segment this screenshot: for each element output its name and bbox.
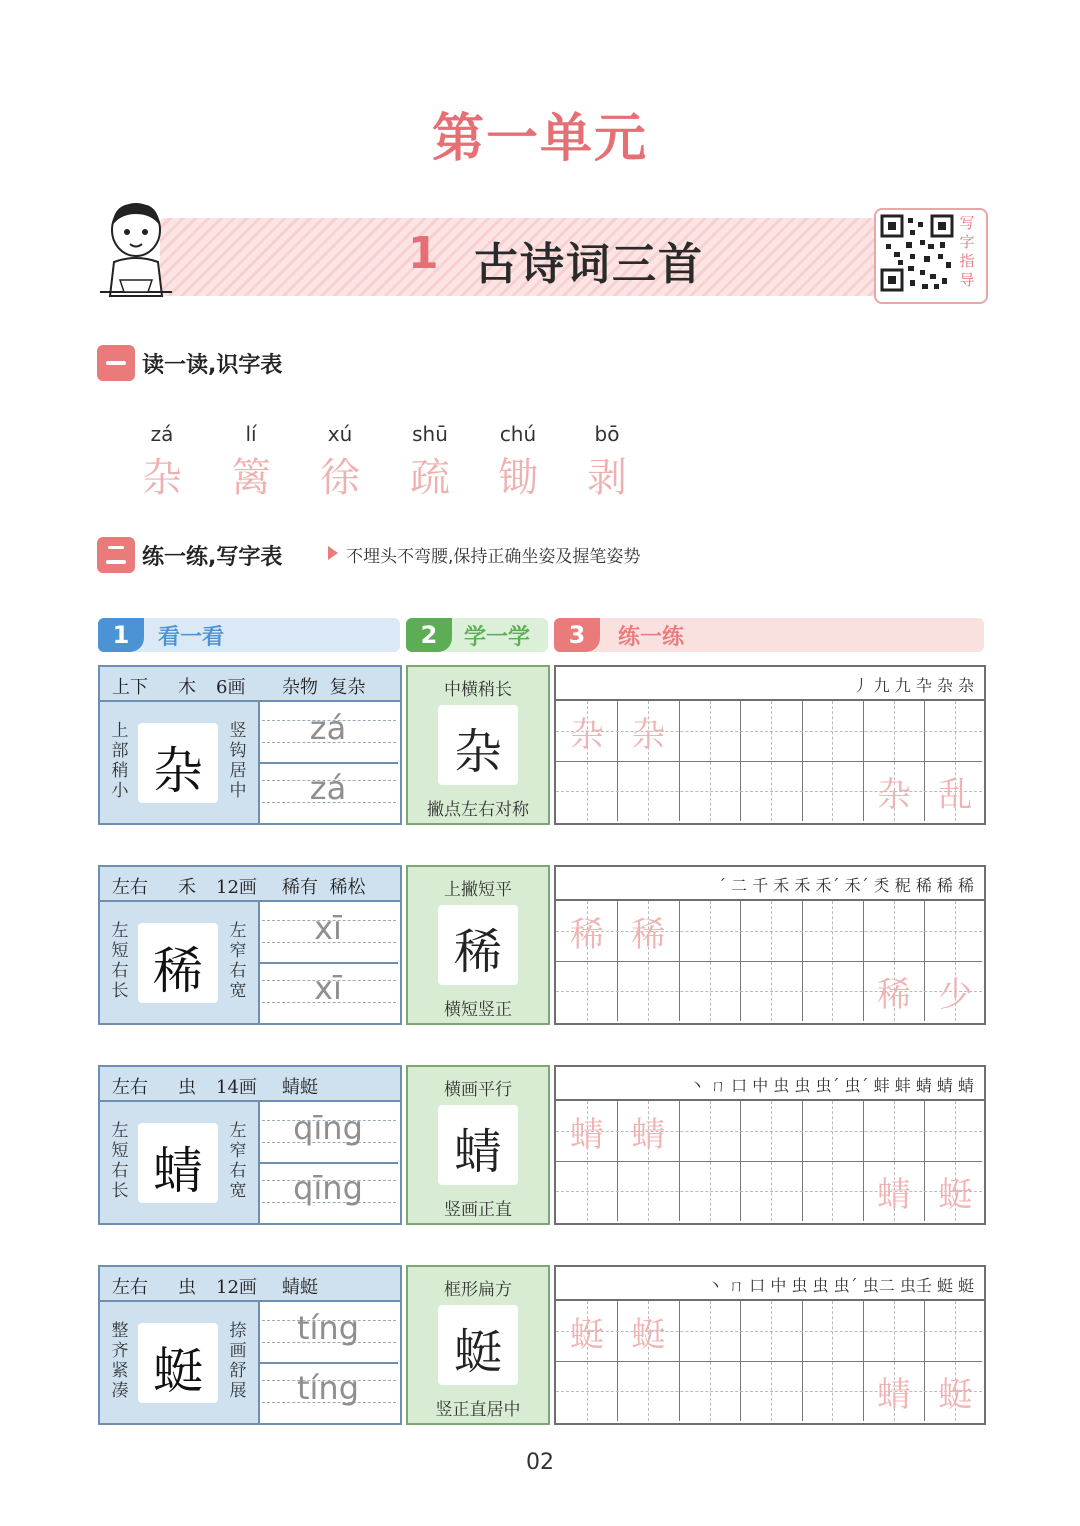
trace-character: 杂 [631, 715, 666, 755]
grid-row-line [556, 1161, 982, 1162]
learn-top-tip: 框形扁方 [444, 1280, 512, 1300]
trace-character: 杂 [877, 775, 911, 815]
main-character: 稀 [153, 942, 203, 1000]
learn-character: 蜻 [453, 1124, 502, 1180]
main-character: 蜓 [153, 1342, 203, 1400]
learn-bottom-tip: 撇点左右对称 [427, 800, 529, 820]
read-character: 疏 [410, 455, 450, 501]
look-strokes-count: 14画 [216, 1077, 257, 1098]
grid-row-line [556, 761, 982, 762]
read-character: 剥 [587, 455, 627, 501]
trace-character: 蜓 [938, 1375, 973, 1415]
learn-character: 杂 [453, 724, 502, 780]
tab-learn-label: 学一学 [464, 625, 531, 650]
trace-character: 蜻 [570, 1115, 604, 1155]
pinyin-line-1: zá [309, 709, 347, 747]
main-character: 蜻 [153, 1142, 203, 1200]
stroke-order: 丿 九 九 卆 杂 杂 [852, 676, 974, 695]
learn-bottom-tip: 竖正直居中 [435, 1400, 521, 1420]
trace-character: 杂 [570, 715, 604, 755]
look-structure: 左右 [112, 1077, 148, 1098]
pinyin-divider [260, 962, 398, 964]
section-two-badge [97, 537, 135, 573]
right-tip: 左窄右宽 [229, 1121, 247, 1201]
read-character: 杂 [142, 455, 182, 501]
read-character: 徐 [320, 455, 360, 501]
trace-character: 蜻 [877, 1375, 911, 1415]
section-one-badge [97, 345, 135, 381]
trace-character: 乱 [938, 775, 973, 815]
tab-learn-number: 2 [406, 618, 452, 652]
left-tip: 左短右长 [111, 1121, 129, 1201]
trace-character: 蜓 [938, 1175, 973, 1215]
tab-look-number: 1 [98, 618, 144, 652]
pinyin-line-2: qīng [293, 1169, 363, 1207]
stroke-order: 丶 ㄇ 口 中 虫 虫 虫ˊ 虫二 虫壬 蜓 蜓 [707, 1276, 974, 1295]
pinyin-line-2: tíng [296, 1369, 360, 1407]
page-number: 02 [526, 1450, 554, 1475]
right-tip: 竖钩居中 [229, 721, 247, 801]
stroke-order: ˊ 二 千 禾 禾 禾ˊ 禾ˊ 秂 秜 稀 稀 稀 [718, 876, 974, 895]
qr-code-icon[interactable] [880, 214, 954, 292]
learn-character: 蜓 [453, 1324, 502, 1380]
pinyin-divider [260, 1362, 398, 1364]
learn-character: 稀 [453, 924, 502, 980]
read-pinyin: lí [245, 422, 257, 446]
tab-practice-number: 3 [554, 618, 600, 652]
look-words: 蜻蜓 [282, 1077, 318, 1098]
lesson-number: 1 [408, 228, 439, 279]
look-structure: 左右 [112, 877, 148, 898]
right-tip: 左窄右宽 [229, 921, 247, 1001]
look-radical: 虫 [178, 1077, 196, 1098]
look-radical: 禾 [178, 877, 196, 898]
qr-label: 写字指导 [959, 214, 975, 289]
look-words: 稀有 稀松 [282, 877, 366, 898]
posture-tip: 不埋头不弯腰,保持正确坐姿及握笔姿势 [346, 547, 641, 567]
section-one-title: 读一读,识字表 [142, 353, 283, 378]
pinyin-line-1: tíng [296, 1309, 360, 1347]
pinyin-line-1: xī [314, 909, 342, 947]
trace-character: 少 [938, 975, 973, 1015]
look-strokes-count: 6画 [216, 677, 246, 698]
trace-character: 稀 [877, 975, 911, 1015]
look-structure: 左右 [112, 1277, 148, 1298]
trace-character: 稀 [570, 915, 604, 955]
pinyin-line-2: xī [314, 969, 342, 1007]
learn-top-tip: 上撇短平 [444, 880, 512, 900]
read-pinyin: shū [412, 422, 448, 446]
tab-look-label: 看一看 [158, 625, 225, 650]
trace-character: 蜻 [877, 1175, 911, 1215]
main-character: 杂 [153, 742, 203, 800]
look-words: 杂物 复杂 [282, 677, 366, 698]
left-tip: 整齐紧凑 [111, 1321, 129, 1401]
read-pinyin: zá [150, 422, 174, 446]
section-two-title: 练一练,写字表 [142, 545, 283, 570]
left-tip: 上部稍小 [111, 721, 129, 801]
learn-bottom-tip: 竖画正直 [444, 1200, 512, 1220]
pinyin-line-2: zá [309, 769, 347, 807]
left-tip: 左短右长 [111, 921, 129, 1001]
lesson-name: 古诗词三首 [474, 239, 704, 290]
tip-arrow-icon [328, 546, 338, 560]
pinyin-divider [260, 1162, 398, 1164]
grid-row-line [556, 961, 982, 962]
read-pinyin: bō [594, 422, 620, 446]
look-strokes-count: 12画 [216, 1277, 257, 1298]
look-strokes-count: 12画 [216, 877, 257, 898]
stroke-order: 丶 ㄇ 口 中 虫 虫 虫ˊ 虫ˊ 蚌 蚌 蜻 蜻 蜻 [688, 1076, 974, 1095]
tab-practice-label: 练一练 [618, 625, 685, 650]
unit-title: 第一单元 [431, 108, 648, 169]
look-structure: 上下 [112, 677, 148, 698]
read-character: 锄 [498, 455, 538, 501]
read-pinyin: xú [327, 422, 353, 446]
grid-row-line [556, 1361, 982, 1362]
trace-character: 蜻 [631, 1115, 666, 1155]
look-radical: 虫 [178, 1277, 196, 1298]
read-character: 篱 [231, 455, 271, 501]
pinyin-line-1: qīng [293, 1109, 363, 1147]
learn-top-tip: 横画平行 [444, 1080, 512, 1100]
read-pinyin: chú [499, 422, 537, 446]
learn-top-tip: 中横稍长 [444, 680, 512, 700]
trace-character: 稀 [631, 915, 666, 955]
right-tip: 捺画舒展 [229, 1321, 247, 1401]
trace-character: 蜓 [631, 1315, 666, 1355]
student-illustration [96, 196, 176, 300]
look-radical: 木 [178, 677, 196, 698]
trace-character: 蜓 [570, 1315, 604, 1355]
learn-bottom-tip: 横短竖正 [444, 1000, 512, 1020]
look-words: 蜻蜓 [282, 1277, 318, 1298]
pinyin-divider [260, 762, 398, 764]
